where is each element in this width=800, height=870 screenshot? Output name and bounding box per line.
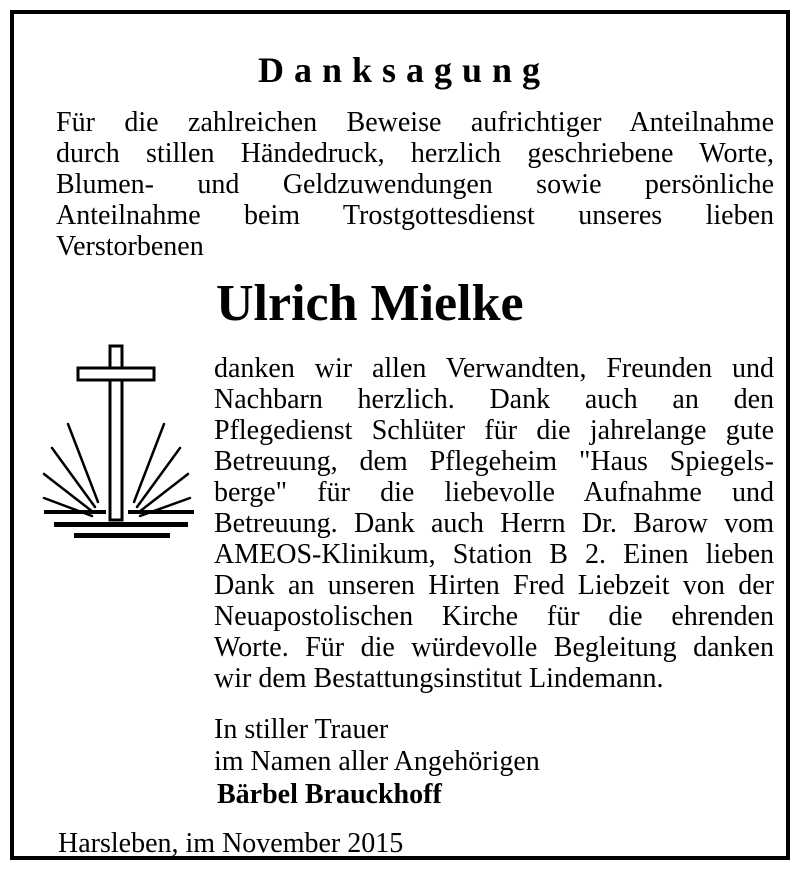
body-line: Pflegedienst Schlüter für die jahrelange gute xyxy=(214,415,774,446)
body-line: wir dem Bestattungsinstitut Lindemann. xyxy=(214,663,664,694)
intro-line: Verstorbenen xyxy=(56,231,204,262)
closing xyxy=(214,714,540,778)
body-paragraph xyxy=(214,353,774,694)
body-line: Betreuung. Dank auch Herrn Dr. Barow vom xyxy=(214,508,774,539)
body-line: Nachbarn herzlich. Dank auch an den xyxy=(214,384,774,415)
place-date: Harsleben, im November 2015 xyxy=(58,828,404,859)
closing-line: In stiller Trauer xyxy=(214,714,389,745)
closing-line: im Namen aller Angehörigen xyxy=(214,746,540,777)
intro-line: Blumen- und Geldzuwendungen sowie persönliche xyxy=(56,169,774,200)
body-line: Neuapostolischen Kirche für die ehrenden xyxy=(214,601,774,632)
intro-paragraph xyxy=(56,107,774,262)
notice-frame xyxy=(10,10,790,860)
intro-line: Für die zahlreichen Beweise aufrichtiger Anteilnahme xyxy=(56,107,774,138)
heading: Danksagung xyxy=(257,50,551,90)
intro-line: durch stillen Händedruck, herzlich geschriebene Worte, xyxy=(56,138,774,169)
body-line: danken wir allen Verwandten, Freunden und xyxy=(214,353,774,384)
signer-name: Bärbel Brauckhoff xyxy=(217,779,442,810)
body-line: AMEOS-Klinikum, Station B 2. Einen lieben xyxy=(214,539,774,570)
intro-line: Anteilnahme beim Trostgottesdienst unseres lieben xyxy=(56,200,774,231)
body-line: Betreuung, dem Pflegeheim "Haus Spiegels- xyxy=(214,446,774,477)
body-line: berge" für die liebevolle Aufnahme und xyxy=(214,477,774,508)
body-line: Worte. Für die würdevolle Begleitung danken xyxy=(214,632,774,663)
cross-with-sunrise-icon xyxy=(40,344,200,544)
deceased-name: Ulrich Mielke xyxy=(216,275,524,332)
body-line: Dank an unseren Hirten Fred Liebzeit von der xyxy=(214,570,774,601)
